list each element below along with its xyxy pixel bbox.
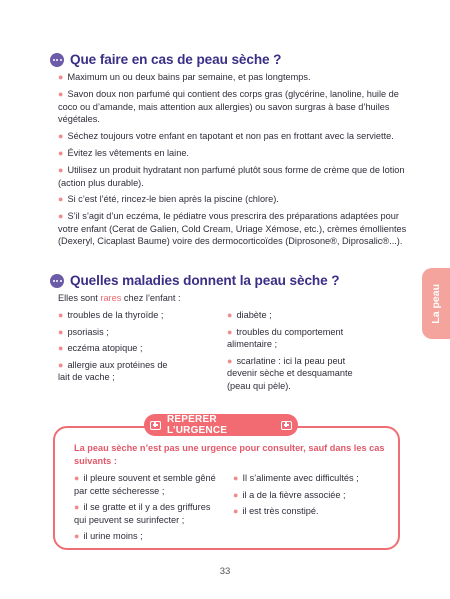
- first-aid-kit-icon: [150, 421, 161, 430]
- bullet-dot-icon: ●: [74, 473, 80, 483]
- bullet-dot-icon: ●: [58, 211, 64, 221]
- section1-item: ● Utilisez un produit hydratant non parfumé plutôt sous forme de crème que de lotion (action plus durable).: [58, 165, 405, 188]
- urgence-right-list: [233, 472, 393, 522]
- section1-item: ● Maximum un ou deux bains par semaine, et pas longtemps.: [58, 72, 311, 82]
- section1-item: ● Séchez toujours votre enfant en tapotant et non pas en frottant avec la serviette.: [58, 131, 394, 141]
- urgence-left-list: [74, 472, 224, 547]
- section1-item: ● Si c’est l’été, rincez-le bien après la piscine (chlore).: [58, 194, 279, 204]
- urgence-banner: [144, 414, 298, 436]
- urgence-title: REPÉRER L’URGENCE: [167, 414, 228, 436]
- bullet-dot-icon: ●: [227, 326, 233, 337]
- bullet-dot-icon: ●: [58, 131, 64, 141]
- section2-heading: [50, 273, 339, 288]
- bullet-dot-icon: ●: [74, 502, 80, 513]
- section1-item: ● Évitez les vêtements en laine.: [58, 148, 189, 158]
- bullet-dot-icon: ●: [227, 310, 233, 320]
- list-item: ● Il s’alimente avec difficultés ;: [233, 473, 359, 483]
- bullet-dot-icon: ●: [227, 355, 233, 366]
- section1-heading: [50, 52, 281, 67]
- section1-item: ● Savon doux non parfumé qui contient des corps gras (glycérine, lanoline, huile de coco ou d’amande, mais attention aux allergies) ou savon surgras à base d’huiles végétales.: [58, 89, 399, 125]
- list-item: ● il se gratte et il y a des griffures qui peuvent se surinfecter ;: [74, 502, 211, 525]
- urgence-lead: La peau sèche n’est pas une urgence pour consulter, sauf dans les cas suivants :: [74, 443, 385, 466]
- list-item: ● il pleure souvent et semble gêné par cette sécheresse ;: [74, 473, 216, 496]
- list-item: ● il a de la fièvre associée ;: [233, 489, 346, 500]
- bullet-dot-icon: ●: [58, 359, 64, 370]
- chapter-side-tab: [422, 268, 450, 339]
- bullet-dot-icon: ●: [233, 506, 239, 517]
- list-item: ● eczéma atopique ;: [58, 343, 143, 354]
- list-item: ● il urine moins ;: [74, 531, 143, 542]
- side-tab-label: La peau: [430, 283, 442, 324]
- diseases-right-list: [227, 309, 387, 397]
- list-item: ● troubles de la thyroïde ;: [58, 310, 164, 320]
- highlight-rares: rares: [100, 293, 122, 303]
- section1-title: Que faire en cas de peau sèche ?: [70, 52, 282, 67]
- bullet-dot-icon: ●: [58, 194, 64, 204]
- bullet-dot-icon: ●: [58, 326, 64, 337]
- bullet-dot-icon: ●: [58, 89, 64, 99]
- first-aid-kit-icon: [281, 421, 292, 430]
- bullet-dot-icon: ●: [233, 489, 239, 500]
- section2-title: Quelles maladies donnent la peau sèche ?: [70, 273, 340, 288]
- bullet-dot-icon: ●: [58, 165, 64, 175]
- bullet-dot-icon: ●: [58, 148, 64, 158]
- bullet-dot-icon: ●: [74, 531, 80, 542]
- section2-intro: Elles sont rares chez l’enfant :: [58, 293, 181, 303]
- list-item: ● troubles du comportement alimentaire ;: [227, 326, 344, 350]
- list-item: ● psoriasis ;: [58, 326, 109, 337]
- list-item: ● diabète ;: [227, 310, 272, 320]
- bullet-dot-icon: ●: [58, 72, 64, 82]
- list-item: ● scarlatine : ici la peau peut devenir sèche et desquamante (peau qui pèle).: [227, 355, 353, 391]
- more-dots-icon: [50, 274, 64, 288]
- list-item: ● allergie aux protéines de lait de vache ;: [58, 359, 168, 383]
- list-item: ● il est très constipé.: [233, 506, 319, 517]
- section1-item: ● S’il s’agit d’un eczéma, le pédiatre vous prescrira des préparations adaptées pour votre enfant (Cerat de Galien, Cold Cream, Uriage Xémose, etc.), crèmes émollientes (Dexeryl, Cicaplast Baume) voire des dermocorticoïdes (Diprosone®, Diprosalic®...).: [58, 211, 407, 247]
- more-dots-icon: [50, 53, 64, 67]
- page-number: 33: [219, 566, 231, 577]
- diseases-left-list: [58, 309, 208, 388]
- bullet-dot-icon: ●: [58, 310, 64, 320]
- bullet-dot-icon: ●: [233, 473, 239, 483]
- bullet-dot-icon: ●: [58, 343, 64, 354]
